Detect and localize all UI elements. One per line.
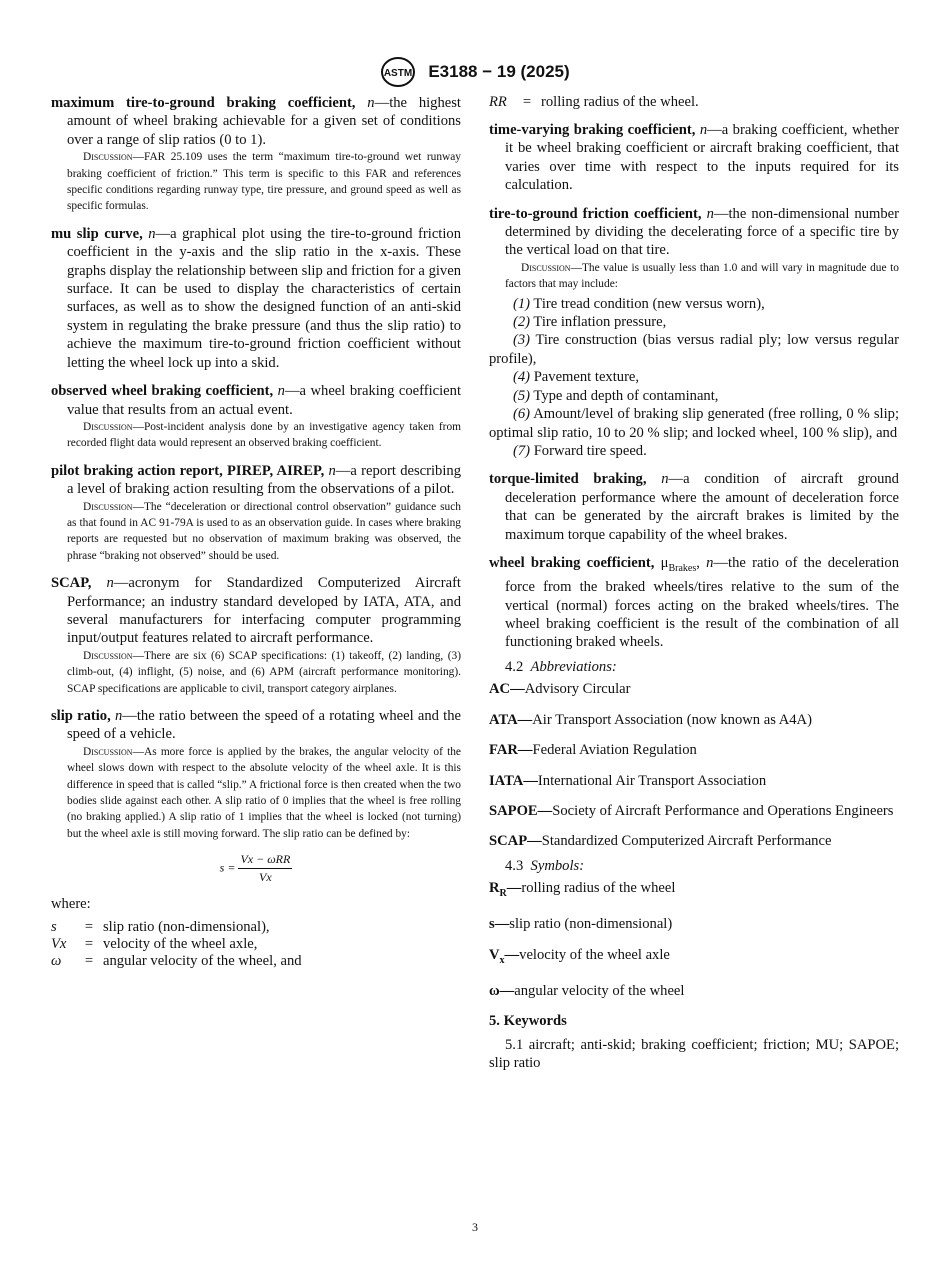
term-slip-ratio: slip ratio, n—the ratio between the speed of a rotating wheel and the speed of a vehicle. Discussion—As more force is applied by the brakes, the angular velocity of the wheel slows down with respect to the absolute velocity of the wheel axle. It is this difference in speed that is called “slip.” A frictional force is then created when the two bodies slide against each other. A slip ratio of 0 implies that the wheel is free rolling (no braking applied.) A slip ratio of 1 implies that the wheel is locked (not turning) but the wheel axle is still moving forward. The slip ratio can be defined by: xyxy=(51,707,461,842)
discussion-note: Discussion—FAR 25.109 uses the term “maximum tire-to-ground wet runway braking coefficient of friction.” This term is specific to this FAR and references specific conditions regarding runway type, tire pressure, and ground speed as well as specific formulas. xyxy=(67,151,461,213)
list-item: (3) Tire construction (bias versus radial ply; low versus regular profile), xyxy=(489,332,899,367)
left-column xyxy=(51,94,461,970)
definition-row: Vx = velocity of the wheel axle, xyxy=(51,936,258,953)
factor-list xyxy=(489,295,899,461)
list-item: (1) Tire tread condition (new versus worn), xyxy=(513,295,765,312)
term-max-braking-coefficient: maximum tire-to-ground braking coefficient, n—the highest amount of wheel braking achievable for a given set of conditions over a range of slip ratios (0 to 1). Discussion—FAR 25.109 uses the term “maximum tire-to-ground wet runway braking coefficient of friction.” This term is specific to this FAR and references specific conditions regarding runway type, tire pressure, and ground speed as well as specific formulas. xyxy=(51,94,461,215)
term-wheel-braking-coefficient: wheel braking coefficient, $\mu_{Brakes}$, n—the ratio of the deceleration force from the braked wheels/tires relative to the sum of the vertical (normal) forces acting on the braked wheels/tires. The wheel braking coefficient is the result of the combination of all functioning braked wheels. xyxy=(489,554,899,651)
term-pilot-braking-report: pilot braking action report, PIREP, AIREP, n—a report describing a level of braking action resulting from the observations of a pilot. Discussion—The “deceleration or directional control observation” guidance such as that found in AC 91-79A is used to as an observation guide. In cases where braking reports are requested but no observation of maximum braking was observed, the phrase “braking not observed” should be used. xyxy=(51,462,461,564)
equation-numerator: Vx − ωRR xyxy=(238,852,292,869)
discussion-note: Discussion—The “deceleration or directional control observation” guidance such as that found in AC 91-79A is used to as an observation guide. In cases where braking reports are requested but no observation of maximum braking was observed, the phrase “braking not observed” should be used. xyxy=(67,500,461,562)
page-number: 3 xyxy=(472,1220,478,1234)
list-item: (2) Tire inflation pressure, xyxy=(513,314,667,331)
rr-definition xyxy=(489,94,699,111)
list-item: ω—angular velocity of the wheel xyxy=(489,983,685,1000)
term-time-varying-braking: time-varying braking coefficient, n—a braking coefficient, whether it be wheel braking coefficient or aircraft braking coefficient, that varies over time with respect to the inputs required for its calculation. xyxy=(489,122,899,194)
discussion-note: Discussion—The value is usually less than 1.0 and will vary in magnitude due to factors that may include: xyxy=(505,261,899,291)
definition-row: s = slip ratio (non-dimensional), xyxy=(51,919,270,936)
page-header xyxy=(0,56,950,88)
list-item: (4) Pavement texture, xyxy=(513,369,640,386)
term-torque-limited-braking: torque-limited braking, n—a condition of aircraft ground deceleration performance where the amount of deceleration force that can be generated by the aircraft brakes is limited by the maximum torque capability of the wheel brakes. xyxy=(489,471,899,543)
definition-row: RR = rolling radius of the wheel. xyxy=(489,94,699,110)
term-tire-ground-friction: tire-to-ground friction coefficient, n—the non-dimensional number determined by dividing the decelerating force of a specific tire by the vertical load on that tire. Discussion—The value is usually less than 1.0 and will vary in magnitude due to factors that may include: xyxy=(489,205,899,293)
list-item: $R_R—rolling$ radius of the wheel xyxy=(489,880,676,900)
abbreviation-list xyxy=(489,680,899,850)
equation-denominator: Vx xyxy=(259,870,272,885)
term-observed-wheel-braking: observed wheel braking coefficient, n—a wheel braking coefficient value that results from an actual event. Discussion—Post-incident analysis done by an investigative agency taken from recorded flight data would represent an observed braking coefficient. xyxy=(51,382,461,452)
keywords-heading: 5. Keywords xyxy=(489,1012,567,1029)
list-item: SCAP—Standardized Computerized Aircraft Performance xyxy=(489,833,832,850)
list-item: (6) Amount/level of braking slip generated (free rolling, 0 % slip; optimal slip ratio, 10 to 20 % slip; and locked wheel, 100 % slip), and xyxy=(489,406,899,441)
logo-text: ASTM xyxy=(384,68,413,79)
term-mu-slip-curve: mu slip curve, n—a graphical plot using the tire-to-ground friction coefficient in the y-axis and the slip ratio in the x-axis. These graphs display the relationship between slip and friction for a given surface. It can be used to display the characteristics of certain surfaces, as well as to show the designed function of an anti-skid system in regulating the brake pressure (and thus the slip ratio) to achieve the maximum tire-to-ground friction coefficient without letting the wheel lock up into a skid. xyxy=(51,225,462,371)
list-item: (7) Forward tire speed. xyxy=(513,442,647,459)
discussion-note: Discussion—There are six (6) SCAP specifications: (1) takeoff, (2) landing, (3) climb-out, (4) inflight, (5) noise, and (6) APM (aircraft performance monitoring). SCAP specifications are applicable to civil, transport category airplanes. xyxy=(67,649,461,695)
list-item: $V_x—velocity$ of the wheel axle xyxy=(489,946,670,966)
list-item: ATA—Air Transport Association (now known as A4A) xyxy=(489,711,812,728)
document-id: E3188 − 19 (2025) xyxy=(428,62,570,81)
list-item: s—slip ratio (non-dimensional) xyxy=(489,916,673,933)
list-item: IATA—International Air Transport Association xyxy=(489,772,767,789)
list-item: SAPOE—Society of Aircraft Performance and Operations Engineers xyxy=(489,802,894,819)
discussion-note: Discussion—Post-incident analysis done by an investigative agency taken from recorded flight data would represent an observed braking coefficient. xyxy=(67,420,461,450)
slip-ratio-equation: s = $\frac{\text{Vx − ωRR}}{Vx}$ xyxy=(219,852,291,885)
right-column xyxy=(489,94,899,1072)
term-scap: SCAP, n—acronym for Standardized Computerized Aircraft Performance; an industry standard developed by IATA, ATA, and several manufacturers for interfacing computer programming input/output features related to aircraft performance. Discussion—There are six (6) SCAP specifications: (1) takeoff, (2) landing, (3) climb-out, (4) inflight, (5) noise, and (6) APM (aircraft performance monitoring). SCAP specifications are applicable to civil, transport category airplanes. xyxy=(51,574,461,697)
where-label: where: xyxy=(51,896,91,913)
symbols-heading: 4.3 Symbols: xyxy=(505,857,585,874)
symbol-list xyxy=(489,879,899,1000)
variable-definitions xyxy=(51,919,302,970)
list-item: FAR—Federal Aviation Regulation xyxy=(489,742,697,759)
list-item: (5) Type and depth of contaminant, xyxy=(513,387,719,404)
list-item: AC—Advisory Circular xyxy=(489,681,631,698)
discussion-note: Discussion—As more force is applied by the brakes, the angular velocity of the wheel slows down with respect to the absolute velocity of the wheel axle. It is this difference in speed that is called “slip.” A frictional force is then created when the two bodies slide against each other. A slip ratio of 0 implies that the wheel is free rolling (no braking applied.) A slip ratio of 1 implies that the wheel is locked (not turning) but the wheel axle is still moving forward. The slip ratio can be defined by: xyxy=(67,745,461,840)
definition-row: ω = angular velocity of the wheel, and xyxy=(51,953,302,970)
astm-logo-icon xyxy=(380,56,416,88)
abbreviations-heading: 4.2 Abbreviations: xyxy=(505,658,617,675)
keywords-text: 5.1 aircraft; anti-skid; braking coefficient; friction; MU; SAPOE; slip ratio xyxy=(489,1036,899,1071)
